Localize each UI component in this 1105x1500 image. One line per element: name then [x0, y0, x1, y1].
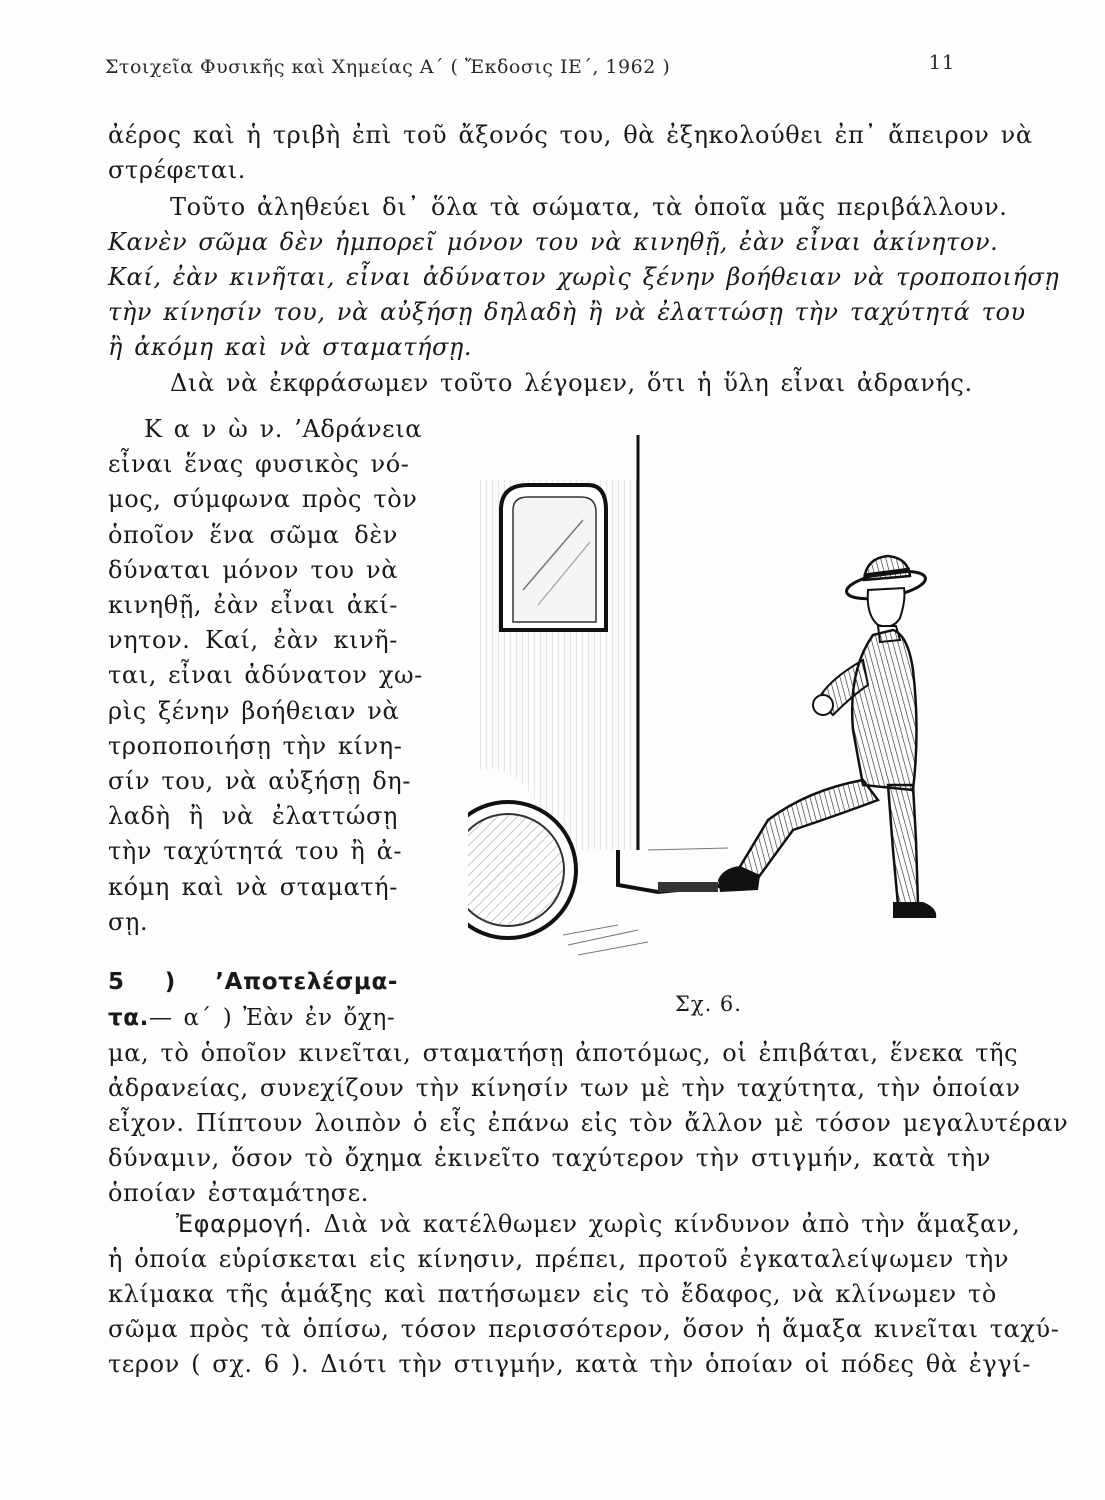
heading-rest: α΄ ) Ἐὰν ἐν ὄχη-	[172, 1005, 396, 1031]
section-number: 5 )	[108, 969, 176, 995]
text-line: Τοῦτο ἀληθεύει δι᾽ ὅλα τὰ σώματα, τὰ ὁποῖα μᾶς περιβάλλουν.	[170, 193, 1008, 221]
application-text: Διὰ νὰ κατέλθωμεν χωρὶς κίνδυνον ἀπὸ τὴν ἅμαξαν,	[312, 1210, 1021, 1238]
header-title: Στοιχεῖα Φυσικῆς καὶ Χημείας Α΄ ( Ἔκδοσις ΙΕ΄, 1962 )	[105, 56, 671, 78]
text-line: ὁποίαν ἐσταμάτησε.	[108, 1179, 369, 1207]
paragraph-6	[108, 1207, 1060, 1382]
running-header	[105, 50, 955, 90]
heading-dash: —	[149, 1005, 173, 1031]
text-line: λαδὴ ἢ νὰ ἐλαττώσῃ	[108, 802, 398, 831]
text-line: κινηθῇ, ἐὰν εἶναι ἀκί-	[108, 591, 398, 620]
text-line: Διὰ νὰ ἐκφράσωμεν τοῦτο λέγομεν, ὅτι ἡ ὕλη εἶναι ἀδρανής.	[170, 369, 973, 397]
text-line: κόμη καὶ νὰ σταματή-	[108, 872, 398, 901]
text-line: ται, εἶναι ἀδύνατον χω-	[108, 661, 423, 690]
text-line: εἶχον. Πίπτουν λοιπὸν ὁ εἷς ἐπάνω εἰς τὸν ἄλλον μὲ τόσον μεγαλυτέραν	[108, 1109, 1069, 1137]
text-line: ἢ ἀκόμη καὶ νὰ σταματήσῃ.	[108, 333, 473, 361]
rule-paragraph	[108, 412, 423, 940]
text-line: μος, σύμφωνα πρὸς τὸν	[108, 485, 418, 514]
text-line: ἀέρος καὶ ἡ τριβὴ ἐπὶ τοῦ ἄξονός του, θὰ ἐξηκολούθει ἐπ᾽ ἄπειρον νὰ	[108, 121, 1033, 149]
text-line: τροποποιήσῃ τὴν κίνη-	[108, 731, 403, 760]
text-line: ρὶς ξένην βοήθειαν νὰ	[108, 696, 400, 725]
paragraph-5	[108, 1036, 1069, 1211]
man-figure	[718, 556, 936, 918]
figure-caption: Σχ. 6.	[675, 992, 742, 1016]
rule-lead: Κ α ν ὼ ν.	[144, 415, 284, 443]
rule-text: ’Αδράνεια	[294, 415, 423, 443]
text-line: δύναμιν, ὅσον τὸ ὄχημα ἐκινεῖτο ταχύτερον τὴν στιγμήν, κατὰ τὴν	[108, 1144, 992, 1172]
paragraph-2	[108, 190, 1060, 365]
tram-illustration	[468, 430, 958, 995]
text-line	[108, 1207, 1021, 1242]
text-line: σῶμα πρὸς τὰ ὀπίσω, τόσον περισσότερον, ὅσον ἡ ἅμαξα κινεῖται ταχύ-	[108, 1315, 1060, 1343]
text-line: εἶναι ἕνας φυσικὸς νό-	[108, 450, 410, 479]
heading-line	[108, 964, 398, 1000]
text-line: δύναται μόνον του νὰ	[108, 555, 398, 584]
text-line: τὴν κίνησίν του, νὰ αὐξήσῃ δηλαδὴ ἢ νὰ ἐλαττώσῃ τὴν ταχύτητά του	[108, 298, 1026, 326]
figure-6	[468, 430, 958, 995]
text-line: Κανὲν σῶμα δὲν ἠμπορεῖ μόνον του νὰ κινηθῇ, ἐὰν εἶναι ἀκίνητον.	[108, 228, 999, 256]
text-line: κλίμακα τῆς ἁμάξης καὶ πατήσωμεν εἰς τὸ ἔδαφος, νὰ κλίνωμεν τὸ	[108, 1280, 997, 1308]
text-line: ὁποῖον ἕνα σῶμα δὲν	[108, 520, 398, 549]
text-line: τὴν ταχύτητά του ἢ ἀ-	[108, 837, 403, 866]
section-title-cont: τα.	[108, 1005, 150, 1031]
heading-line	[108, 1000, 398, 1036]
text-line: Καί, ἐὰν κινῆται, εἶναι ἀδύνατον χωρὶς ξένην βοήθειαν νὰ τροποποιήσῃ	[108, 263, 1060, 291]
text-line: στρέφεται.	[108, 156, 246, 184]
text-line: ἡ ὁποία εὑρίσκεται εἰς κίνησιν, πρέπει, προτοῦ ἐγκαταλείψωμεν τὴν	[108, 1245, 1010, 1273]
section-title: ’Αποτελέσμα-	[215, 969, 398, 995]
paragraph-1	[108, 118, 1033, 188]
paragraph-3	[108, 366, 973, 401]
text-line: τερον ( σχ. 6 ). Διότι τὴν στιγμήν, κατὰ τὴν ὁποίαν οἱ πόδες θὰ ἐγγί-	[108, 1350, 1031, 1378]
text-line: σίν του, νὰ αὐξήσῃ δη-	[108, 767, 411, 796]
text-line: ἀδρανείας, συνεχίζουν τὴν κίνησίν των μὲ τὴν ταχύτητα, τὴν ὁποίαν	[108, 1074, 1021, 1102]
text-line: μα, τὸ ὁποῖον κινεῖται, σταματήσῃ ἀποτόμως, οἱ ἐπιβάται, ἕνεκα τῆς	[108, 1039, 1019, 1067]
section-heading	[108, 964, 398, 1036]
page-number: 11	[928, 50, 955, 74]
text-line: σῃ.	[108, 907, 149, 936]
text-line	[108, 412, 423, 447]
application-lead: Ἐφαρμογή.	[176, 1210, 313, 1238]
text-line: νητον. Καί, ἐὰν κινῆ-	[108, 626, 398, 655]
